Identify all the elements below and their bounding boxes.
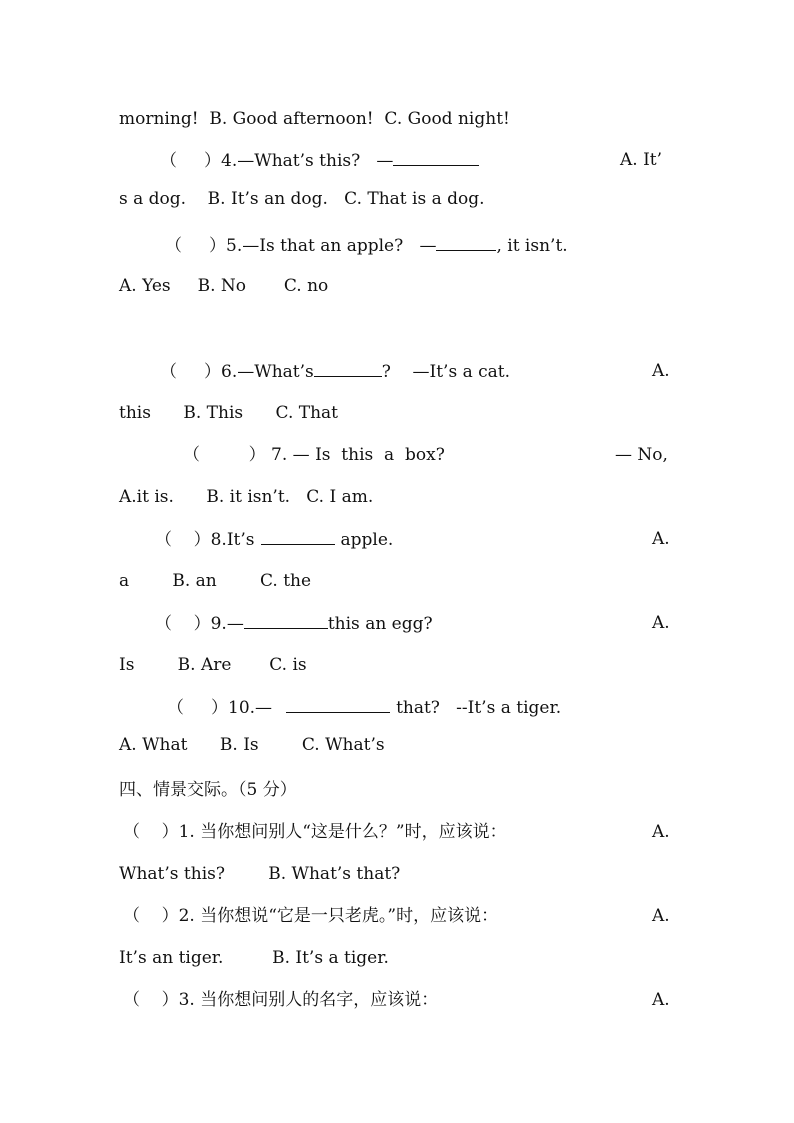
q5-answer-blank[interactable]	[436, 234, 496, 251]
q8-text: （ ）8.It’s	[155, 530, 255, 550]
q9-option-a-start: A.	[652, 613, 670, 633]
q4-question	[160, 149, 479, 172]
s4-q2-option-a-start: A.	[652, 906, 670, 926]
q6-text: （ ）6.—What’s	[160, 362, 314, 382]
q6-option-a-start: A.	[652, 361, 670, 381]
q10-text: （ ）10.—	[167, 698, 273, 718]
q4-text: （ ）4.—What’s this? —	[160, 151, 394, 171]
q5-text: （ ）5.—Is that an apple? —	[165, 236, 437, 256]
q9-question	[155, 612, 433, 635]
q8-options-line: a B. an C. the	[119, 571, 312, 591]
q4-answer-blank[interactable]	[393, 149, 479, 166]
q10-text-end: that? --It’s a tiger.	[396, 698, 562, 718]
s4-q2-options-line: It’s an tiger. B. It’s a tiger.	[119, 948, 389, 968]
q6-text-end: ? —It’s a cat.	[381, 362, 511, 382]
q6-question	[160, 360, 510, 383]
q9-text: （ ）9.—	[155, 614, 244, 634]
s4-q1-question: （ ）1. 当你想问别人“这是什么？”时，应该说：	[123, 822, 507, 842]
q3-options-line: morning! B. Good afternoon! C. Good night!	[119, 109, 510, 129]
q10-options-line: A. What B. Is C. What’s	[119, 735, 385, 755]
q7-question: （ ） 7. — Is this a box?	[183, 445, 445, 465]
q9-answer-blank[interactable]	[244, 612, 328, 629]
q4-options-line: s a dog. B. It’s an dog. C. That is a dog.	[119, 189, 485, 209]
q8-question	[155, 528, 393, 551]
q5-question	[165, 234, 568, 257]
q5-text-end: , it isn’t.	[496, 236, 568, 256]
q8-answer-blank[interactable]	[261, 528, 335, 545]
q8-text-end: apple.	[340, 530, 394, 550]
q4-option-a-start: A. It’	[620, 150, 663, 170]
q7-options-line: A.it is. B. it isn’t. C. I am.	[119, 487, 374, 507]
q5-options-line: A. Yes B. No C. no	[119, 276, 329, 296]
q9-options-line: Is B. Are C. is	[119, 655, 307, 675]
q10-question	[167, 696, 561, 719]
q8-option-a-start: A.	[652, 529, 670, 549]
q10-answer-blank[interactable]	[286, 696, 390, 713]
q6-options-line: this B. This C. That	[119, 403, 338, 423]
q9-text-end: this an egg?	[327, 614, 433, 634]
s4-q1-option-a-start: A.	[652, 822, 670, 842]
s4-q1-options-line: What’s this? B. What’s that?	[119, 864, 401, 884]
s4-q2-question: （ ）2. 当你想说“它是一只老虎。”时，应该说：	[123, 906, 499, 926]
section-four-heading: 四、情景交际。（5 分）	[119, 780, 297, 800]
s4-q3-option-a-start: A.	[652, 990, 670, 1010]
q6-answer-blank[interactable]	[314, 360, 382, 377]
q7-answer-prefix: — No,	[615, 445, 668, 465]
s4-q3-question: （ ）3. 当你想问别人的名字，应该说：	[123, 990, 439, 1010]
